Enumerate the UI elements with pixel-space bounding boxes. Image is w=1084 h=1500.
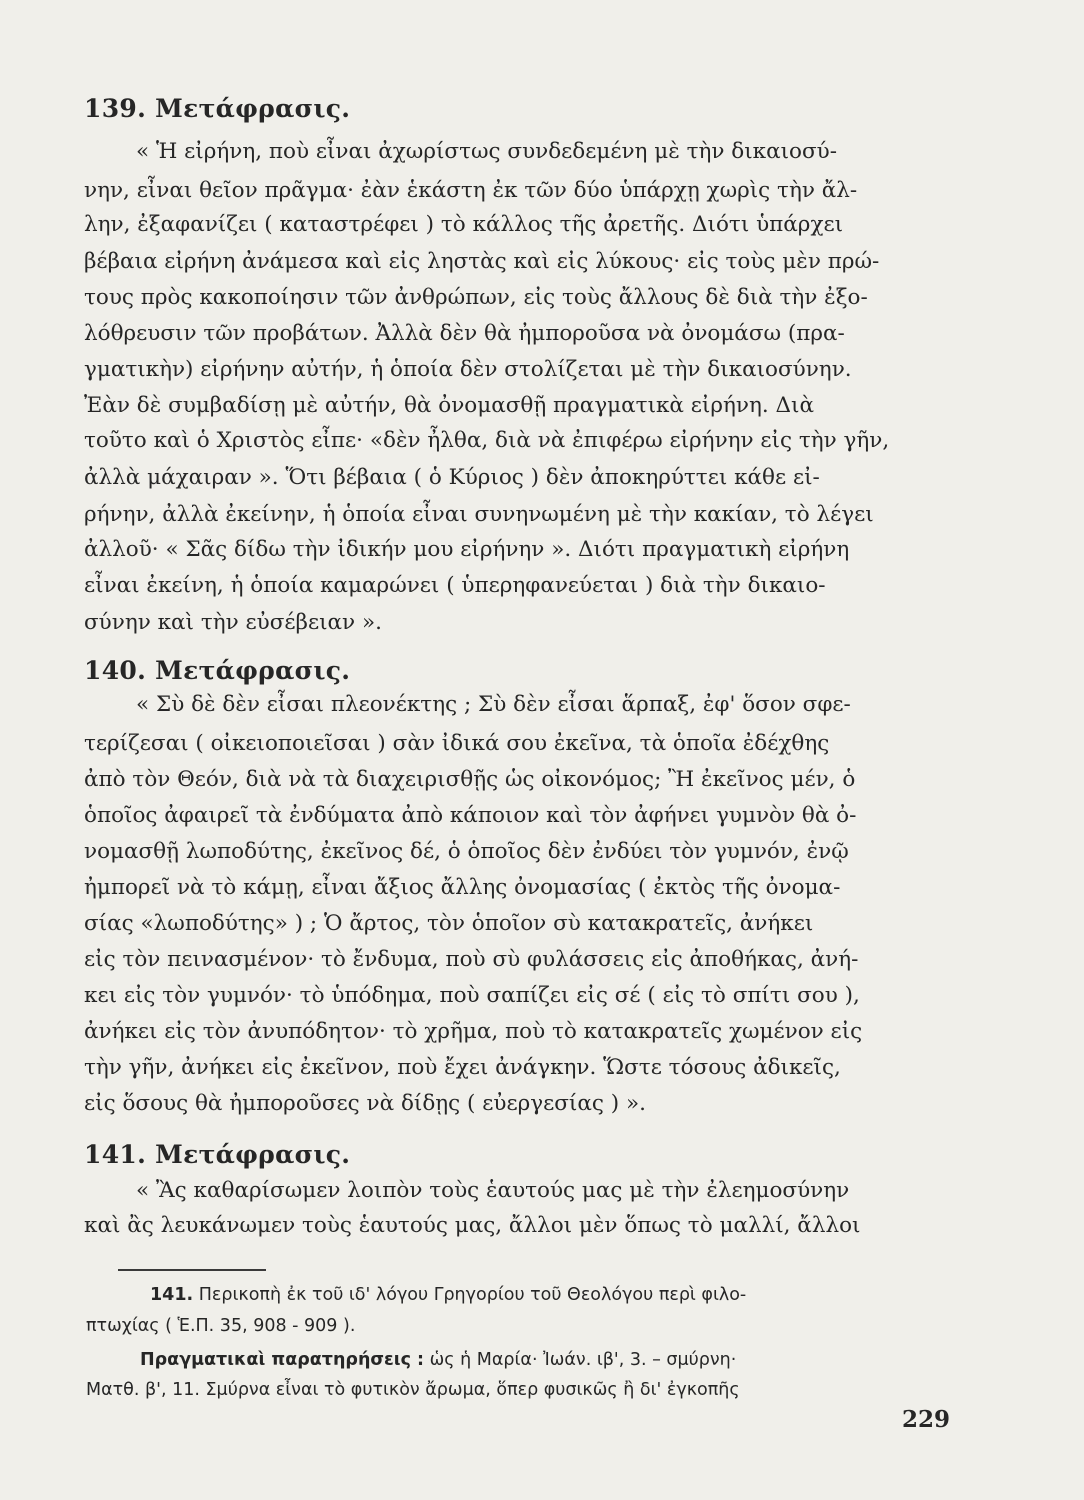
text-line: « Ἂς καθαρίσωμεν λοιπὸν τοὺς ἑαυτούς μας μὲ τὴν ἐλεημοσύνην [136,1178,850,1203]
text-line: ἀλλοῦ· « Σᾶς δίδω τὴν ἰδικήν μου εἰρήνην ». Διότι πραγματικὴ εἰρήνη [84,537,850,562]
text-line: « Σὺ δὲ δὲν εἶσαι πλεονέκτης ; Σὺ δὲν εἶσαι ἅρπαξ, ἐφ' ὅσον σφε- [136,692,851,717]
footnote-line [86,1316,355,1336]
section-heading-140: 140. Μετάφρασις. [84,656,351,685]
text-line: γματικὴν) εἰρήνην αὐτήν, ἡ ὁποία δὲν στολίζεται μὲ τὴν δικαιοσύνην. [84,357,852,382]
footnote-line [86,1380,740,1400]
text-line: τερίζεσαι ( οἰκειοποιεῖσαι ) σὰν ἰδικά σου ἐκεῖνα, τὰ ὁποῖα ἐδέχθης [84,731,830,756]
text-line: τους πρὸς κακοποίησιν τῶν ἀνθρώπων, εἰς τοὺς ἄλλους δὲ διὰ τὴν ἐξο- [84,285,868,310]
section-heading-139: 139. Μετάφρασις. [84,94,351,123]
section-heading-141: 141. Μετάφρασις. [84,1140,351,1169]
text-line: λην, ἐξαφανίζει ( καταστρέφει ) τὸ κάλλος τῆς ἀρετῆς. Διότι ὑπάρχει [84,212,844,237]
text-line: σύνην καὶ τὴν εὐσέβειαν ». [84,610,382,635]
footnote-text: ὡς ἡ Μαρία· Ἰωάν. ιβ', 3. – σμύρνη· [424,1350,737,1370]
text-line: καὶ ἂς λευκάνωμεν τοὺς ἑαυτούς μας, ἄλλοι μὲν ὅπως τὸ μαλλί, ἄλλοι [84,1213,861,1238]
footnote-line [150,1285,746,1305]
text-line: εἰς τὸν πεινασμένον· τὸ ἔνδυμα, ποὺ σὺ φυλάσσεις εἰς ἀποθήκας, ἀνή- [84,947,859,972]
text-line: τοῦτο καὶ ὁ Χριστὸς εἶπε· «δὲν ἦλθα, διὰ νὰ ἐπιφέρω εἰρήνην εἰς τὴν γῆν, [84,428,890,453]
text-line: εἰς ὅσους θὰ ἠμποροῦσες νὰ δίδῃς ( εὐεργεσίας ) ». [84,1091,646,1116]
text-line: ἀπὸ τὸν Θεόν, διὰ νὰ τὰ διαχειρισθῇς ὡς οἰκονόμος; Ἢ ἐκεῖνος μέν, ὁ [84,767,856,792]
text-line: Ἐὰν δὲ συμβαδίσῃ μὲ αὐτήν, θὰ ὀνομασθῇ πραγματικὰ εἰρήνη. Διὰ [84,393,814,418]
text-line: ὁποῖος ἀφαιρεῖ τὰ ἐνδύματα ἀπὸ κάποιον καὶ τὸν ἀφήνει γυμνὸν θὰ ὀ- [84,803,857,828]
text-line: εἶναι ἐκείνη, ἡ ὁποία καμαρώνει ( ὑπερηφανεύεται ) διὰ τὴν δικαιο- [84,573,826,598]
page-number: 229 [902,1406,951,1433]
footnote-text: Περικοπὴ ἐκ τοῦ ιδ' λόγου Γρηγορίου τοῦ Θεολόγου περὶ φιλο- [193,1285,747,1305]
text-line: ἀλλὰ μάχαιραν ». Ὅτι βέβαια ( ὁ Κύριος ) δὲν ἀποκηρύττει κάθε εἰ- [84,465,820,490]
text-line: νομασθῇ λωποδύτης, ἐκεῖνος δέ, ὁ ὁποῖος δὲν ἐνδύει τὸν γυμνόν, ἐνῷ [84,839,849,864]
text-line: ἠμπορεῖ νὰ τὸ κάμῃ, εἶναι ἄξιος ἄλλης ὀνομασίας ( ἐκτὸς τῆς ὀνομα- [84,875,841,900]
footnote-ref: 141. [150,1285,194,1305]
text-line: βέβαια εἰρήνη ἀνάμεσα καὶ εἰς ληστὰς καὶ εἰς λύκους· εἰς τοὺς μὲν πρώ- [84,249,880,274]
text-line: ἀνήκει εἰς τὸν ἀνυπόδητον· τὸ χρῆμα, ποὺ τὸ κατακρατεῖς χωμένον εἰς [84,1019,863,1044]
text-line: σίας «λωποδύτης» ) ; Ὁ ἄρτος, τὸν ὁποῖον σὺ κατακρατεῖς, ἀνήκει [84,911,814,936]
text-line: τὴν γῆν, ἀνήκει εἰς ἐκεῖνον, ποὺ ἔχει ἀνάγκην. Ὥστε τόσους ἀδικεῖς, [84,1055,841,1080]
footnote-line [140,1350,736,1370]
footnote-text: πτωχίας ( Ἑ.Π. 35, 908 - 909 ). [86,1316,356,1336]
footnote-text: Ματθ. β', 11. Σμύρνα εἶναι τὸ φυτικὸν ἄρωμα, ὅπερ φυσικῶς ἢ δι' ἐγκοπῆς [86,1380,740,1400]
text-line: « Ἡ εἰρήνη, ποὺ εἶναι ἀχωρίστως συνδεδεμένη μὲ τὴν δικαιοσύ- [136,139,838,164]
text-line: λόθρευσιν τῶν προβάτων. Ἀλλὰ δὲν θὰ ἠμποροῦσα νὰ ὀνομάσω (πρα- [84,321,845,346]
text-line: ρήνην, ἀλλὰ ἐκείνην, ἡ ὁποία εἶναι συνηνωμένη μὲ τὴν κακίαν, τὸ λέγει [84,502,874,527]
footnote-label: Πραγματικαὶ παρατηρήσεις : [140,1350,425,1370]
footnote-rule [118,1269,266,1271]
text-line: νην, εἶναι θεῖον πρᾶγμα· ἐὰν ἑκάστη ἐκ τῶν δύο ὑπάρχῃ χωρὶς τὴν ἄλ- [84,178,858,203]
text-line: κει εἰς τὸν γυμνόν· τὸ ὑπόδημα, ποὺ σαπίζει εἰς σέ ( εἰς τὸ σπίτι σου ), [84,983,860,1008]
